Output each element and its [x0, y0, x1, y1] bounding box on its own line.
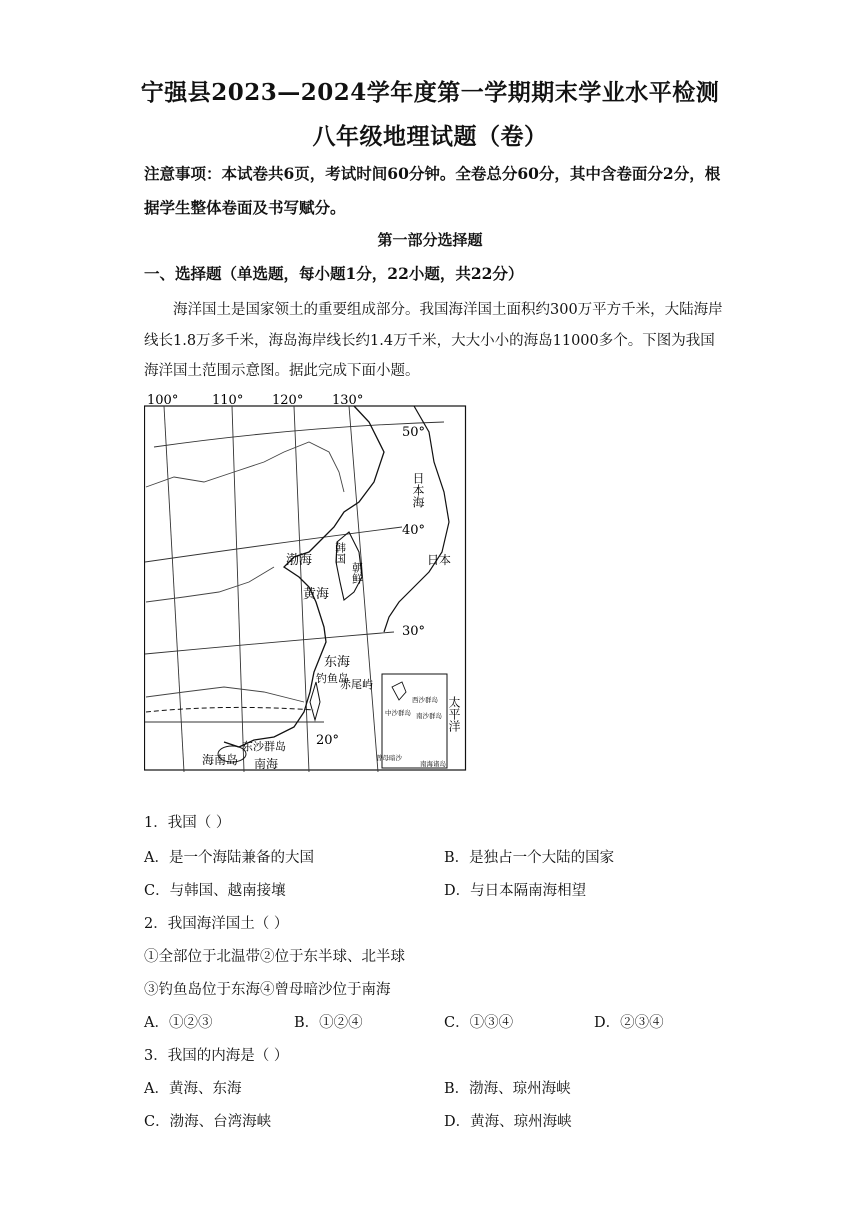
label-diaoyu: 钓鱼岛: [316, 672, 349, 685]
label-japan-sea: 日本海: [411, 472, 425, 508]
lon-label: 100°: [147, 393, 179, 408]
question-1-stem: 1．我国（ ）: [144, 815, 231, 831]
q1-option-a: A．是一个海陆兼备的大国: [144, 850, 314, 866]
section-title: 一、选择题（单选题，每小题1分，22小题，共22分）: [144, 264, 524, 283]
q3-option-b: B．渤海、琼州海峡: [444, 1081, 571, 1097]
label-bohai: 渤海: [286, 553, 313, 568]
label-korea: 韩国: [333, 542, 347, 564]
inset-label-nansha: 南沙群岛: [416, 712, 442, 720]
q3-option-d: D．黄海、琼州海峡: [444, 1114, 572, 1130]
question-3-stem: 3．我国的内海是（ ）: [144, 1048, 289, 1064]
label-yellow-sea: 黄海: [303, 587, 330, 602]
intro-paragraph: 海洋国土是国家领土的重要组成部分。我国海洋国土面积约300万平方千米，大陆海岸线长1.8万多千米，海岛海岸线长约1.4万千米，大大小小的海岛11000多个。下图为我国海洋国土范围示意图。据此完成下面小题。: [144, 302, 723, 379]
inset-caption: 南海诸岛: [420, 760, 446, 768]
exam-subtitle: 八年级地理试题（卷）: [312, 123, 548, 150]
q2-option-d: D．②③④: [594, 1015, 664, 1031]
inset-label-xisha: 西沙群岛: [412, 696, 438, 704]
q2-option-c: C．①③④: [444, 1015, 514, 1031]
lon-label: 110°: [212, 393, 244, 408]
q1-option-b: B．是独占一个大陆的国家: [444, 850, 615, 866]
label-pacific: 太平洋: [447, 696, 461, 732]
q1-option-c: C．与韩国、越南接壤: [144, 883, 286, 899]
inset-label-zhongsha: 中沙群岛: [385, 709, 411, 717]
part-title: 第一部分选择题: [377, 231, 483, 249]
lon-label: 120°: [272, 393, 304, 408]
lon-label: 130°: [332, 393, 364, 408]
label-east-sea: 东海: [324, 655, 351, 670]
q1-option-d: D．与日本隔南海相望: [444, 883, 587, 899]
q2-option-a: A．①②③: [144, 1015, 213, 1031]
notice-text: 注意事项：本试卷共6页，考试时间60分钟。全卷总分60分，其中含卷面分2分，根据学生整体卷面及书写赋分。: [144, 164, 721, 217]
label-dprk: 朝鲜: [350, 562, 364, 584]
lat-label: 30°: [402, 624, 426, 639]
q3-option-c: C．渤海、台湾海峡: [144, 1114, 272, 1130]
label-dongsha: 东沙群岛: [242, 740, 286, 753]
inset-label-zengmu: 曾母暗沙: [376, 754, 402, 762]
q2-option-b: B．①②④: [294, 1015, 363, 1031]
exam-title: 宁强县2023—2024学年度第一学期期末学业水平检测: [140, 79, 720, 106]
label-south-sea: 南海: [254, 757, 279, 771]
maritime-territory-map: [144, 392, 467, 772]
lat-label: 20°: [316, 733, 340, 748]
question-2-stem: 2．我国海洋国土（ ）: [144, 916, 289, 932]
q2-statement-1: ①全部位于北温带②位于东半球、北半球: [144, 949, 405, 965]
q3-option-a: A．黄海、东海: [144, 1081, 242, 1097]
lat-label: 50°: [402, 425, 426, 440]
label-japan: 日本: [427, 553, 452, 567]
q2-statement-2: ③钓鱼岛位于东海④曾母暗沙位于南海: [144, 982, 391, 998]
label-chiwei: 赤尾屿: [340, 678, 373, 691]
label-hainan: 海南岛: [202, 753, 239, 767]
lat-label: 40°: [402, 523, 426, 538]
